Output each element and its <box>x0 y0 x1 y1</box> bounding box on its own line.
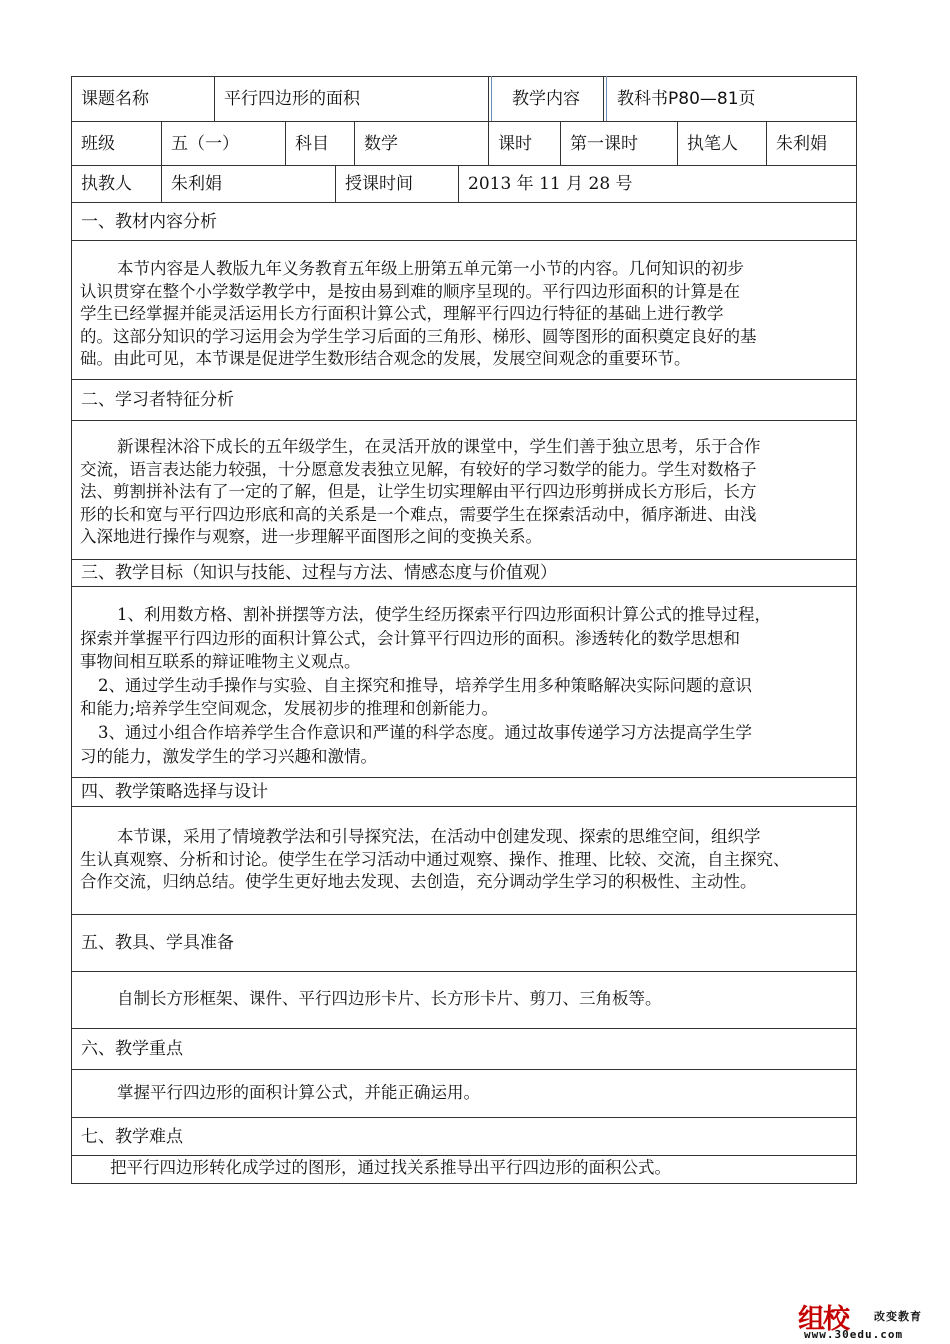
paragraph-line: 认识贯穿在整个小学数学教学中，是按由易到难的顺序呈现的。平行四边形面积的计算是在 <box>80 281 740 301</box>
paragraph-line: 本节内容是人教版九年义务教育五年级上册第五单元第一小节的内容。几何知识的初步 <box>117 259 744 278</box>
paragraph-line: 事物间相互联系的辩证唯物主义观点。 <box>80 652 361 672</box>
subject-value: 数学 <box>364 133 398 154</box>
period-value: 第一课时 <box>570 133 638 154</box>
writer-label: 执笔人 <box>687 133 738 154</box>
paragraph-line: 形的长和宽与平行四边形底和高的关系是一个难点，需要学生在探索活动中，循序渐进、由浅 <box>80 504 757 524</box>
topic-value: 平行四边形的面积 <box>224 89 360 109</box>
materials-text <box>80 988 850 1011</box>
col-rule <box>488 76 489 121</box>
paragraph-line: 掌握平行四边形的面积计算公式，并能正确运用。 <box>117 1083 480 1102</box>
section-title-content-analysis: 一、教材内容分析 <box>81 211 217 232</box>
paragraph-line: 自制长方形框架、课件、平行四边形卡片、长方形卡片、剪刀、三角板等。 <box>117 989 662 1008</box>
key-point-text <box>80 1082 850 1105</box>
paragraph-line: 探索并掌握平行四边形的面积计算公式，会计算平行四边形的面积。渗透转化的数学思想和 <box>80 628 740 648</box>
table-border-bottom <box>71 1183 857 1184</box>
paragraph-line: 法、剪割拼补法有了一定的了解，但是，让学生切实理解由平行四边形剪拼成长方形后，长方 <box>80 482 757 502</box>
logo-brand: 组校 <box>798 1304 848 1335</box>
paragraph-line: 交流，语言表达能力较强，十分愿意发表独立见解，有较好的学习数学的能力。学生对数格子 <box>80 459 757 479</box>
section-title-learner-analysis: 二、学习者特征分析 <box>81 390 234 410</box>
teaching-goals-text <box>80 603 850 768</box>
paragraph-line: 1、利用数方格、割补拼摆等方法，使学生经历探索平行四边形面积计算公式的推导过程， <box>117 605 771 624</box>
writer-value: 朱利娟 <box>776 133 827 154</box>
paragraph-line: 3、通过小组合作培养学生合作意识和严谨的科学态度。通过故事传递学习方法提高学生学 <box>98 722 752 742</box>
teacher-value: 朱利娟 <box>171 174 222 194</box>
paragraph-line: 把平行四边形转化成学过的图形，通过找关系推导出平行四边形的面积公式。 <box>110 1158 671 1177</box>
site-logo <box>790 1295 950 1344</box>
topic-label: 课题名称 <box>81 89 149 109</box>
paragraph-line: 入深地进行操作与观察，进一步理解平面图形之间的变换关系。 <box>80 527 542 547</box>
content-label: 教学内容 <box>512 89 580 109</box>
period-label: 课时 <box>498 133 532 154</box>
paragraph-line: 生认真观察、分析和讨论。使学生在学习活动中通过观察、操作、推理、比较、交流，自主探究、 <box>80 849 790 869</box>
table-border-left <box>71 76 72 1184</box>
content-value-pages: P80—81 <box>668 89 739 109</box>
content-value-prefix: 教科书 <box>617 89 668 109</box>
subject-label: 科目 <box>295 133 329 154</box>
section-title-teaching-goals: 三、教学目标（知识与技能、过程与方法、情感态度与价值观） <box>81 563 557 583</box>
rule <box>71 420 857 421</box>
paragraph-line: 本节课，采用了情境教学法和引导探究法，在活动中创建发现、探索的思维空间，组织学 <box>117 827 761 846</box>
rule <box>71 1069 857 1070</box>
paragraph-line: 2、通过学生动手操作与实验、自主探究和推导，培养学生用多种策略解决实际问题的意识 <box>98 675 752 695</box>
logo-url: www.30edu.com <box>804 1328 904 1341</box>
col-rule <box>603 76 604 121</box>
paragraph-line: 的。这部分知识的学习运用会为学生学习后面的三角形、梯形、圆等图形的面积奠定良好的基 <box>80 326 757 346</box>
col-rule <box>606 76 607 121</box>
time-value: 2013 年 11 月 28 号 <box>468 174 633 194</box>
logo-tagline: 改变教育 <box>874 1310 922 1323</box>
table-border-right <box>856 76 857 1184</box>
paragraph-line: 习的能力，激发学生的学习兴趣和激情。 <box>80 746 377 766</box>
paragraph-line: 合作交流，归纳总结。使学生更好地去发现、去创造，充分调动学生学习的积极性、主动性。 <box>80 872 757 892</box>
content-value <box>608 77 856 121</box>
rule <box>71 971 857 972</box>
rule <box>71 586 857 587</box>
rule <box>71 806 857 807</box>
paragraph-line: 学生已经掌握并能灵活运用长方行面积计算公式，理解平行四边行特征的基础上进行教学 <box>80 304 724 324</box>
time-label: 授课时间 <box>345 174 413 194</box>
paragraph-line: 和能力;培养学生空间观念，发展初步的推理和创新能力。 <box>80 699 499 719</box>
content-analysis-text <box>80 258 850 371</box>
class-label: 班级 <box>81 133 115 154</box>
col-rule <box>491 76 492 121</box>
paragraph-line: 新课程沐浴下成长的五年级学生，在灵活开放的课堂中，学生们善于独立思考，乐于合作 <box>117 437 761 456</box>
learner-analysis-text <box>80 436 850 549</box>
paragraph-line: 础。由此可见，本节课是促进学生数形结合观念的发展，发展空间观念的重要环节。 <box>80 349 691 369</box>
teacher-label: 执教人 <box>81 174 132 194</box>
difficulty-text <box>80 1157 850 1180</box>
section-title-key-point: 六、教学重点 <box>81 1039 183 1059</box>
section-title-strategy: 四、教学策略选择与设计 <box>81 782 268 802</box>
content-value-suffix: 页 <box>738 89 756 109</box>
rule <box>71 240 857 241</box>
rule <box>71 1155 857 1156</box>
section-title-materials: 五、教具、学具准备 <box>81 933 234 953</box>
strategy-text <box>80 826 850 894</box>
section-title-difficulty: 七、教学难点 <box>81 1126 183 1147</box>
class-value: 五（一） <box>171 133 239 154</box>
